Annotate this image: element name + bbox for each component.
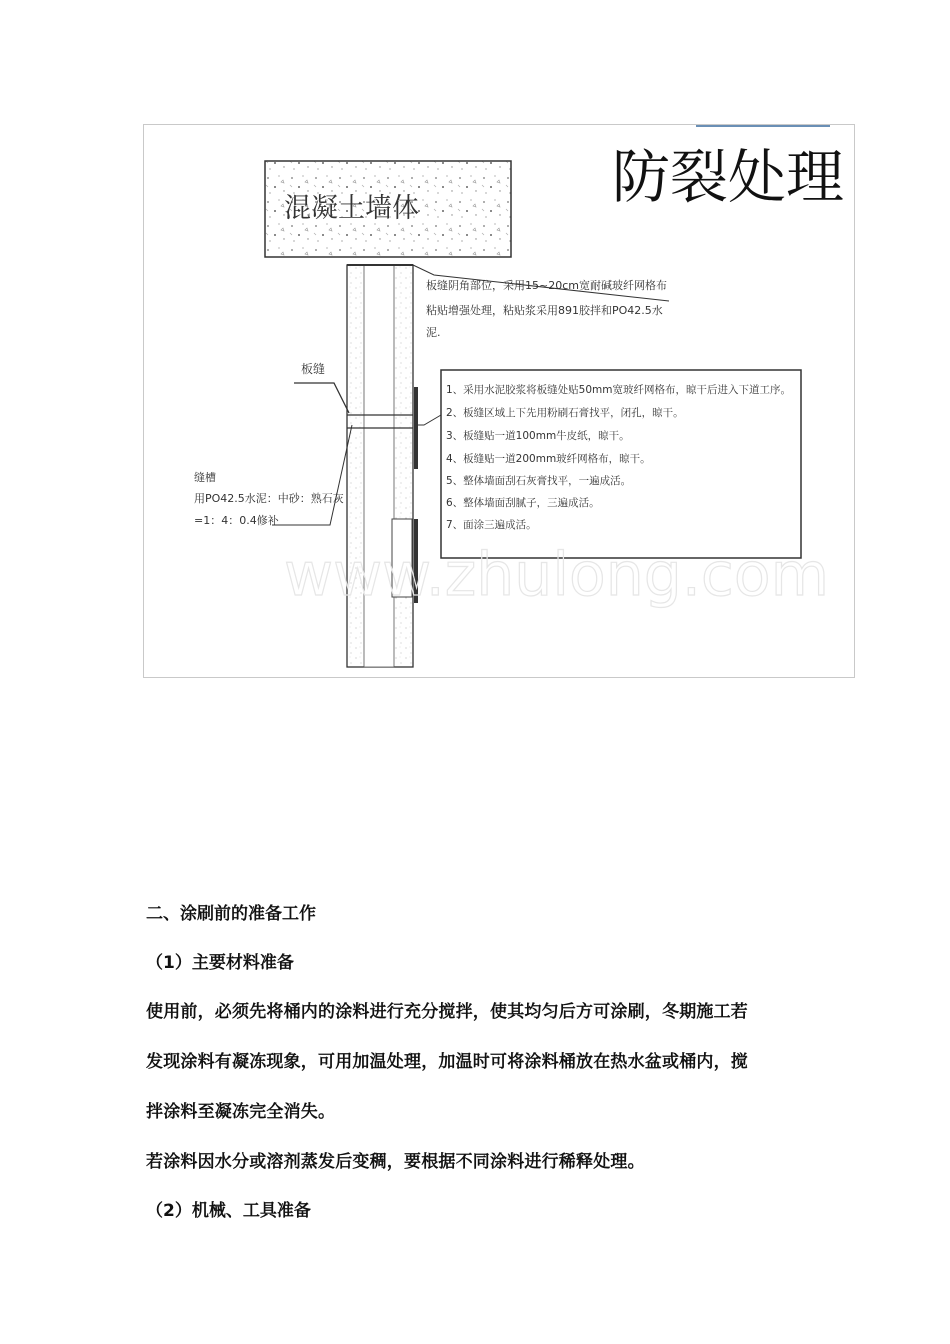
paragraph-dilution: 若涂料因水分或溶剂蒸发后变稠，要根据不同涂料进行稀释处理。	[146, 1152, 645, 1172]
mesh-strip	[414, 387, 418, 469]
annot-groove	[194, 470, 347, 527]
seam-label: 板缝	[301, 362, 326, 376]
annot-groove-line: 缝槽	[194, 471, 216, 484]
diagram-title: 防裂处理	[612, 143, 845, 211]
annot-corner-line: 泥.	[426, 326, 441, 339]
watermark: www.zhulong.com	[284, 540, 830, 610]
steps-list	[446, 383, 794, 531]
step-item: 5、整体墙面刮石灰膏找平，一遍成活。	[446, 475, 632, 487]
annot-corner-line: 板缝阴角部位，采用15~20cm宽耐碱玻纤网格布	[426, 279, 667, 292]
leader-seam	[294, 383, 349, 413]
section-heading: 二、涂刷前的准备工作	[146, 904, 316, 924]
step-item: 2、板缝区域上下先用粉刷石膏找平，闭孔，晾干。	[446, 407, 684, 419]
step-item: 4、板缝贴一道200mm玻纤网格布，晾干。	[446, 453, 651, 465]
leader-groove	[272, 425, 352, 525]
diagram-canvas	[144, 125, 856, 679]
step-item: 3、板缝贴一道100mm牛皮纸，晾干。	[446, 430, 630, 442]
step-item: 7、面涂三遍成活。	[446, 519, 537, 531]
paragraph-line: 发现涂料有凝冻现象，可用加温处理，加温时可将涂料桶放在热水盆或桶内，搅	[146, 1052, 748, 1072]
crack-prevention-diagram	[143, 124, 855, 678]
step-item: 1、采用水泥胶浆将板缝处贴50mm宽玻纤网格布，晾干后进入下道工序。	[446, 384, 791, 396]
wall-label: 混凝土墙体	[284, 193, 419, 223]
paragraph-line: 拌涂料至凝冻完全消失。	[146, 1102, 336, 1122]
leader-steps	[418, 415, 441, 425]
annot-corner-line: 粘贴增强处理，粘贴浆采用891胶拌和PO42.5水	[426, 304, 663, 317]
step-item: 6、整体墙面刮腻子，三遍成活。	[446, 497, 600, 509]
annot-groove-line: 用PO42.5水泥：中砂：熟石灰	[194, 492, 344, 505]
subheading-tools: （2）机械、工具准备	[146, 1201, 311, 1221]
subheading-materials: （1）主要材料准备	[146, 953, 294, 973]
annot-corner	[426, 278, 670, 339]
paragraph-line: 使用前，必须先将桶内的涂料进行充分搅拌，使其均匀后方可涂刷，冬期施工若	[146, 1002, 748, 1022]
annot-groove-line: =1：4：0.4修补	[194, 514, 279, 527]
